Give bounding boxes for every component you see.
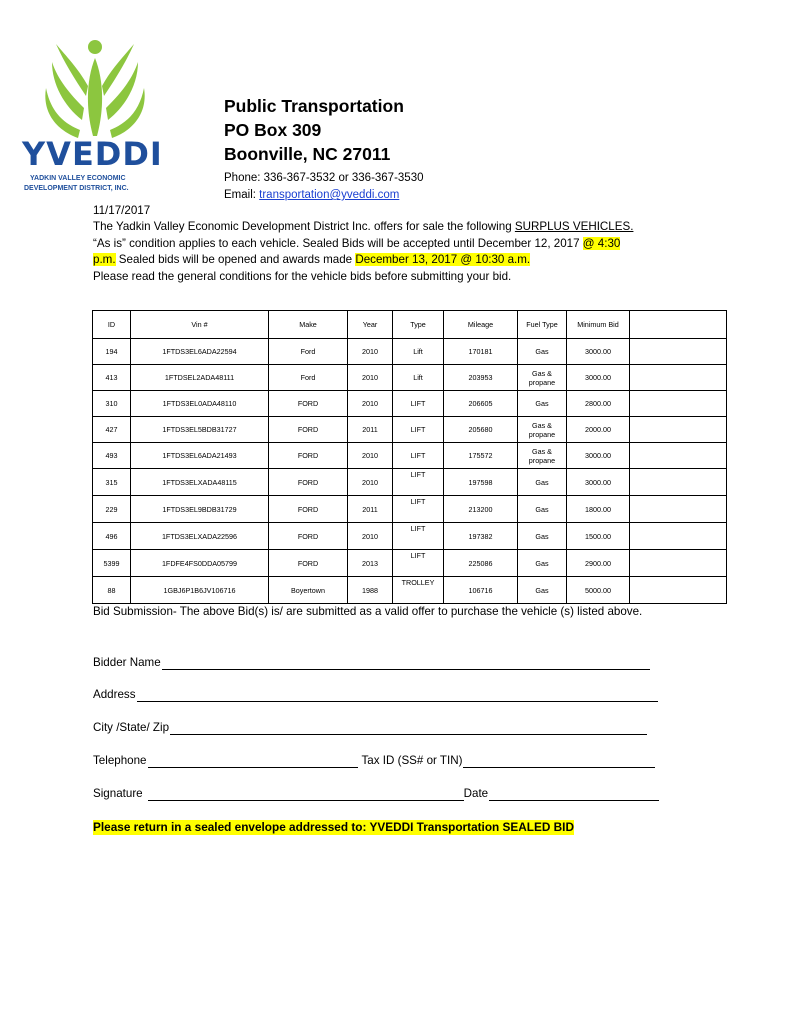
bidder-name-field[interactable] xyxy=(93,656,650,670)
table-row xyxy=(93,417,727,443)
logo-tagline-1: YADKIN VALLEY ECONOMIC xyxy=(30,175,126,182)
year-cell: 2010 xyxy=(348,443,393,469)
minimum-bid-cell: 3000.00 xyxy=(567,469,630,496)
fuel-type-cell: Gas xyxy=(518,496,567,523)
mileage-cell: 206605 xyxy=(444,391,518,417)
id-cell: 315 xyxy=(93,469,131,496)
id-cell: 413 xyxy=(93,365,131,391)
year-cell: 2010 xyxy=(348,365,393,391)
make-cell: Ford xyxy=(269,339,348,365)
vehicle-table xyxy=(92,310,727,604)
bidder-name-label: Bidder Name xyxy=(93,656,161,669)
id-cell: 229 xyxy=(93,496,131,523)
phone: Phone: 336-367-3532 or 336-367-3530 xyxy=(224,172,424,184)
fuel-type-cell: Gas xyxy=(518,550,567,577)
date: 11/17/2017 xyxy=(93,204,151,217)
year-cell: 2011 xyxy=(348,496,393,523)
vin-cell: 1FTDS3EL6ADA22594 xyxy=(131,339,269,365)
minimum-bid-cell: 1800.00 xyxy=(567,496,630,523)
id-cell: 5399 xyxy=(93,550,131,577)
intro-line-4: Please read the general conditions for the vehicle bids before submitting your bid. xyxy=(93,269,512,283)
address-label: Address xyxy=(93,688,136,701)
year-cell: 2011 xyxy=(348,417,393,443)
logo-figure-icon xyxy=(20,38,170,198)
fuel-type-cell: Gas xyxy=(518,391,567,417)
bid-cell[interactable] xyxy=(630,550,727,577)
tax-id-label: Tax ID (SS# or TIN) xyxy=(361,754,463,767)
id-cell: 496 xyxy=(93,523,131,550)
intro-line-1: The Yadkin Valley Economic Development District Inc. offers for sale the following SURPLUS VEHICLES. xyxy=(93,220,634,234)
type-cell: LIFT xyxy=(393,550,444,577)
bid-cell[interactable] xyxy=(630,577,727,604)
table-row xyxy=(93,577,727,604)
make-cell: FORD xyxy=(269,417,348,443)
city-state-zip-label: City /State/ Zip xyxy=(93,721,170,734)
type-cell: LIFT xyxy=(393,391,444,417)
telephone-label: Telephone xyxy=(93,754,147,767)
table-header-row xyxy=(93,311,727,339)
table-row xyxy=(93,443,727,469)
intro-line-3: p.m. Sealed bids will be opened and awards made December 13, 2017 @ 10:30 a.m. xyxy=(93,253,531,267)
minimum-bid-cell: 3000.00 xyxy=(567,443,630,469)
col-header: Year xyxy=(348,311,393,339)
col-header: Minimum Bid xyxy=(567,311,630,339)
table-row xyxy=(93,550,727,577)
vin-cell: 1FDFE4FS0DDA05799 xyxy=(131,550,269,577)
email-label: Email: xyxy=(224,189,260,201)
table-row xyxy=(93,365,727,391)
minimum-bid-cell: 2800.00 xyxy=(567,391,630,417)
table-body xyxy=(93,339,727,604)
mileage-cell: 197382 xyxy=(444,523,518,550)
fuel-type-cell: Gas xyxy=(518,577,567,604)
make-cell: FORD xyxy=(269,550,348,577)
signature-line[interactable] xyxy=(148,789,464,801)
telephone-line[interactable] xyxy=(148,756,358,768)
fuel-type-cell: Gas & propane xyxy=(518,443,567,469)
make-cell: FORD xyxy=(269,391,348,417)
address-line[interactable] xyxy=(137,690,658,702)
logo-tagline-2: DEVELOPMENT DISTRICT, INC. xyxy=(24,185,129,192)
make-cell: FORD xyxy=(269,496,348,523)
bid-cell[interactable] xyxy=(630,417,727,443)
intro-line-2: “As is” condition applies to each vehicle. Sealed Bids will be accepted until December 12, 2017 @ 4:30 xyxy=(93,236,621,250)
org-title: Public Transportation xyxy=(224,96,404,116)
bid-cell[interactable] xyxy=(630,391,727,417)
po-box: PO Box 309 xyxy=(224,120,322,140)
col-header: Fuel Type xyxy=(518,311,567,339)
email-line xyxy=(224,187,424,204)
table-row xyxy=(93,391,727,417)
minimum-bid-cell: 1500.00 xyxy=(567,523,630,550)
bid-cell[interactable] xyxy=(630,443,727,469)
type-cell: LIFT xyxy=(393,443,444,469)
vin-cell: 1FTDS3EL6ADA21493 xyxy=(131,443,269,469)
minimum-bid-cell: 3000.00 xyxy=(567,339,630,365)
return-instructions: Please return in a sealed envelope addressed to: YVEDDI Transportation SEALED BID xyxy=(93,820,574,834)
table-row xyxy=(93,496,727,523)
signature-field[interactable] xyxy=(93,787,659,801)
type-cell: LIFT xyxy=(393,523,444,550)
make-cell: FORD xyxy=(269,523,348,550)
fuel-type-cell: Gas xyxy=(518,339,567,365)
year-cell: 2010 xyxy=(348,391,393,417)
col-header xyxy=(630,311,727,339)
id-cell: 310 xyxy=(93,391,131,417)
date-line[interactable] xyxy=(489,789,659,801)
minimum-bid-cell: 2000.00 xyxy=(567,417,630,443)
col-header: ID xyxy=(93,311,131,339)
bid-cell[interactable] xyxy=(630,365,727,391)
mileage-cell: 106716 xyxy=(444,577,518,604)
city-state-zip-line[interactable] xyxy=(170,723,647,735)
email-link[interactable]: transportation@yveddi.com xyxy=(259,189,400,201)
vin-cell: 1FTDS3EL9BDB31729 xyxy=(131,496,269,523)
make-cell: Boyertown xyxy=(269,577,348,604)
type-cell: Lift xyxy=(393,339,444,365)
city-state-zip: Boonville, NC 27011 xyxy=(224,144,391,164)
vin-cell: 1GBJ6P1B6JV106716 xyxy=(131,577,269,604)
mileage-cell: 175572 xyxy=(444,443,518,469)
id-cell: 493 xyxy=(93,443,131,469)
mileage-cell: 203953 xyxy=(444,365,518,391)
type-cell: LIFT xyxy=(393,417,444,443)
id-cell: 194 xyxy=(93,339,131,365)
type-cell: LIFT xyxy=(393,469,444,496)
fuel-type-cell: Gas & propane xyxy=(518,417,567,443)
minimum-bid-cell: 2900.00 xyxy=(567,550,630,577)
minimum-bid-cell: 5000.00 xyxy=(567,577,630,604)
table-row xyxy=(93,523,727,550)
col-header: Vin # xyxy=(131,311,269,339)
mileage-cell: 197598 xyxy=(444,469,518,496)
bid-cell[interactable] xyxy=(630,469,727,496)
year-cell: 2010 xyxy=(348,523,393,550)
minimum-bid-cell: 3000.00 xyxy=(567,365,630,391)
col-header: Type xyxy=(393,311,444,339)
city-state-zip-field[interactable] xyxy=(93,721,647,735)
bid-submission-text: Bid Submission- The above Bid(s) is/ are submitted as a valid offer to purchase the vehicle (s) listed above. xyxy=(93,605,643,618)
make-cell: Ford xyxy=(269,365,348,391)
make-cell: FORD xyxy=(269,469,348,496)
intro-text xyxy=(93,203,693,285)
bid-cell[interactable] xyxy=(630,339,727,365)
telephone-field[interactable] xyxy=(93,754,655,768)
mileage-cell: 213200 xyxy=(444,496,518,523)
vin-cell: 1FTDS3ELXADA22596 xyxy=(131,523,269,550)
bid-cell[interactable] xyxy=(630,496,727,523)
year-cell: 2010 xyxy=(348,469,393,496)
year-cell: 1988 xyxy=(348,577,393,604)
fuel-type-cell: Gas & propane xyxy=(518,365,567,391)
signature-label: Signature xyxy=(93,787,143,800)
id-cell: 427 xyxy=(93,417,131,443)
tax-id-line[interactable] xyxy=(463,756,655,768)
logo-wordmark: YVEDDI xyxy=(22,135,163,173)
bidder-name-line[interactable] xyxy=(162,658,650,670)
mileage-cell: 205680 xyxy=(444,417,518,443)
type-cell: Lift xyxy=(393,365,444,391)
table-row xyxy=(93,339,727,365)
date-label: Date xyxy=(463,787,489,800)
yveddi-logo xyxy=(20,38,170,198)
mileage-cell: 225086 xyxy=(444,550,518,577)
make-cell: FORD xyxy=(269,443,348,469)
fuel-type-cell: Gas xyxy=(518,523,567,550)
vin-cell: 1FTDS3EL5BDB31727 xyxy=(131,417,269,443)
year-cell: 2013 xyxy=(348,550,393,577)
year-cell: 2010 xyxy=(348,339,393,365)
col-header: Mileage xyxy=(444,311,518,339)
type-cell: TROLLEY xyxy=(393,577,444,604)
id-cell: 88 xyxy=(93,577,131,604)
letterhead xyxy=(224,94,424,204)
address-field[interactable] xyxy=(93,688,658,702)
col-header: Make xyxy=(269,311,348,339)
vin-cell: 1FTDS3EL0ADA48110 xyxy=(131,391,269,417)
vin-cell: 1FTDS3ELXADA48115 xyxy=(131,469,269,496)
mileage-cell: 170181 xyxy=(444,339,518,365)
vin-cell: 1FTDSEL2ADA48111 xyxy=(131,365,269,391)
type-cell: LIFT xyxy=(393,496,444,523)
bid-cell[interactable] xyxy=(630,523,727,550)
table-row xyxy=(93,469,727,496)
fuel-type-cell: Gas xyxy=(518,469,567,496)
